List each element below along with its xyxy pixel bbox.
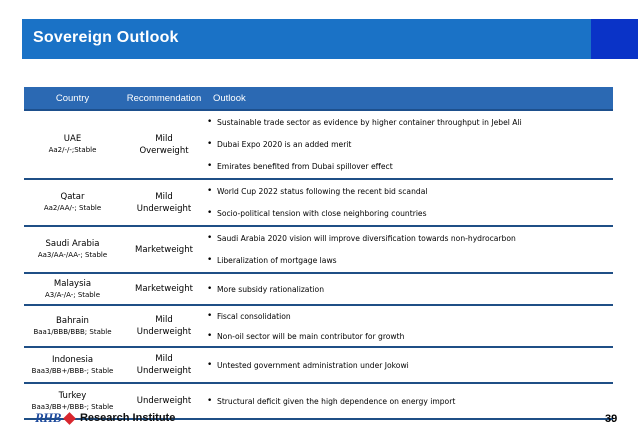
country-rating: Aa3/AA-/AA-; Stable	[37, 251, 108, 259]
outlook-cell	[207, 226, 613, 273]
outlook-cell	[207, 110, 613, 179]
outlook-bullet: • Untested government administration under Jokowi	[207, 359, 409, 370]
country-name: UAE	[63, 134, 82, 144]
outlook-bullet: • Saudi Arabia 2020 vision will improve diversification towards non-hydrocarbon	[207, 232, 516, 243]
outlook-cell	[207, 305, 613, 347]
recommendation-line1: Underweight	[136, 396, 192, 406]
country-rating: Aa2/-/-;Stable	[48, 146, 97, 154]
outlook-cell	[207, 179, 613, 226]
country-rating: A3/A-/A-; Stable	[44, 290, 101, 299]
header-outlook: Outlook	[207, 87, 613, 110]
recommendation-cell	[121, 273, 207, 305]
outlook-cell	[207, 347, 613, 383]
table-row	[24, 179, 613, 226]
country-rating: Baa1/BBB/BBB; Stable	[33, 327, 112, 336]
country-rating: Aa2/AA/-; Stable	[43, 204, 102, 212]
outlook-bullet: • Emirates benefited from Dubai spillover effect	[207, 161, 393, 172]
recommendation-cell	[121, 110, 207, 179]
recommendation-line2: Underweight	[136, 366, 192, 376]
outlook-bullet: • Fiscal consolidation	[207, 310, 291, 321]
country-name: Turkey	[58, 390, 87, 401]
recommendation-line1: Marketweight	[135, 284, 193, 294]
diamond-icon	[63, 412, 76, 425]
outlook-bullet: • Liberalization of mortgage laws	[207, 255, 337, 266]
table-row	[24, 347, 613, 383]
table-row	[24, 273, 613, 305]
country-cell	[24, 347, 121, 383]
recommendation-line1: Marketweight	[135, 244, 193, 255]
recommendation-line1: Mild	[155, 354, 173, 364]
table-row	[24, 110, 613, 179]
country-name: Qatar	[60, 192, 85, 202]
country-cell	[24, 179, 121, 226]
country-cell	[24, 273, 121, 305]
recommendation-line1: Mild	[155, 315, 173, 325]
country-name: Indonesia	[51, 354, 94, 365]
recommendation-line1: Mild	[155, 133, 173, 144]
title-accent-block	[591, 19, 638, 59]
sovereign-outlook-table	[24, 87, 613, 420]
table-row	[24, 226, 613, 273]
rhb-wordmark: RHB	[35, 410, 61, 425]
country-cell	[24, 226, 121, 273]
page-number: 39	[605, 413, 618, 425]
recommendation-line2: Underweight	[136, 203, 192, 214]
page-title: Sovereign Outlook	[33, 29, 179, 46]
research-institute-label: Research Institute	[79, 412, 176, 424]
country-name: Saudi Arabia	[45, 239, 100, 249]
outlook-bullet: • Socio-political tension with close neighboring countries	[207, 208, 427, 219]
rhb-logo	[35, 411, 175, 425]
header-recommendation: Recommendation	[121, 87, 207, 110]
country-name: Bahrain	[56, 315, 89, 326]
country-rating: Baa3/BB+/BBB-; Stable	[31, 402, 114, 411]
outlook-cell	[207, 273, 613, 305]
table-row	[24, 305, 613, 347]
country-name: Malaysia	[53, 278, 92, 289]
outlook-bullet: • World Cup 2022 status following the recent bid scandal	[207, 185, 428, 196]
outlook-bullet: • More subsidy rationalization	[207, 283, 325, 294]
recommendation-line2: Underweight	[136, 327, 192, 337]
outlook-bullet: • Structural deficit given the high dependence on energy import	[207, 395, 456, 406]
outlook-bullet: • Sustainable trade sector as evidence by higher container throughput in Jebel Ali	[207, 116, 522, 127]
table-header-row	[24, 87, 613, 110]
recommendation-line2: Overweight	[139, 145, 189, 156]
outlook-cell	[207, 383, 613, 419]
recommendation-cell	[121, 179, 207, 226]
recommendation-cell	[121, 305, 207, 347]
country-rating: Baa3/BB+/BBB-; Stable	[31, 366, 114, 375]
country-cell	[24, 110, 121, 179]
outlook-bullet: • Dubai Expo 2020 is an added merit	[207, 138, 352, 149]
country-cell	[24, 305, 121, 347]
header-country: Country	[24, 87, 121, 110]
recommendation-cell	[121, 347, 207, 383]
recommendation-cell	[121, 226, 207, 273]
outlook-bullet: • Non-oil sector will be main contributor for growth	[207, 330, 405, 341]
recommendation-line1: Mild	[155, 191, 173, 202]
